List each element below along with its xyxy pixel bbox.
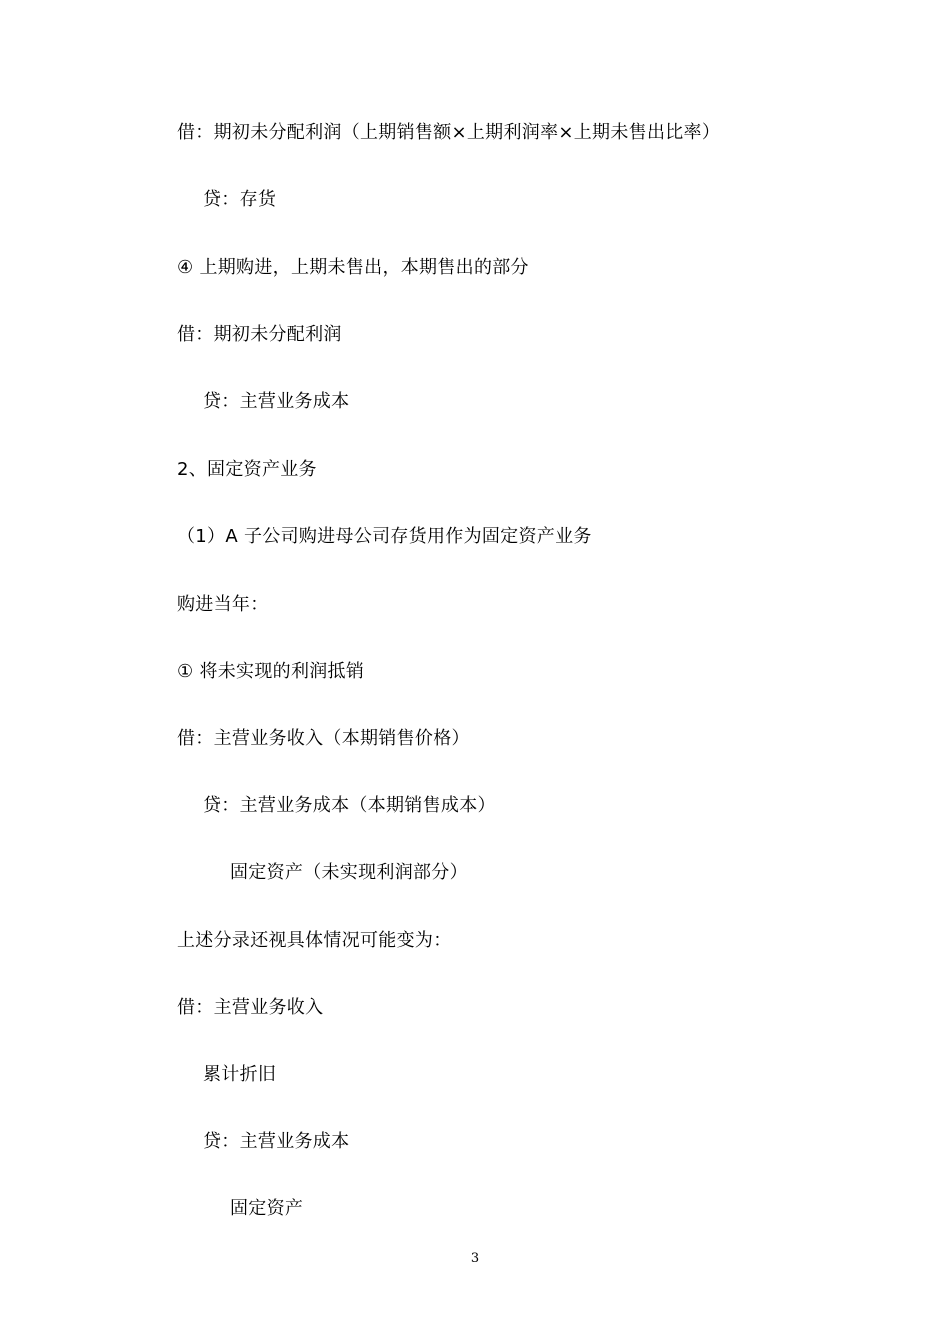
credit-line-inventory: 贷：存货 [203,189,277,210]
purchase-year-label: 购进当年： [177,594,269,615]
debit-line-main-business-revenue: 借：主营业务收入 [177,997,324,1018]
credit-line-fixed-assets: 固定资产 [230,1198,304,1219]
step-1-heading: ① 将未实现的利润抵销 [177,661,365,682]
note-line-entry-variation: 上述分录还视具体情况可能变为： [177,930,452,951]
credit-line-main-business-cost-2: 贷：主营业务成本 [203,1131,350,1152]
debit-line-opening-retained-earnings: 借：期初未分配利润 [177,324,342,345]
subsection-1-heading: （1）A 子公司购进母公司存货用作为固定资产业务 [177,526,592,547]
credit-line-main-business-cost-detail: 贷：主营业务成本（本期销售成本） [203,795,496,816]
debit-line-main-business-revenue-price: 借：主营业务收入（本期销售价格） [177,728,470,749]
credit-line-main-business-cost: 贷：主营业务成本 [203,391,350,412]
section-2-heading: 2、固定资产业务 [177,459,317,480]
item-4-heading: ④ 上期购进，上期未售出，本期售出的部分 [177,257,529,278]
credit-line-fixed-assets-unrealized: 固定资产（未实现利润部分） [230,862,468,883]
debit-line-accumulated-depreciation: 累计折旧 [203,1064,277,1085]
page-number: 3 [470,1251,480,1266]
debit-line-opening-retained-earnings-formula: 借：期初未分配利润（上期销售额×上期利润率×上期未售出比率） [177,122,721,143]
